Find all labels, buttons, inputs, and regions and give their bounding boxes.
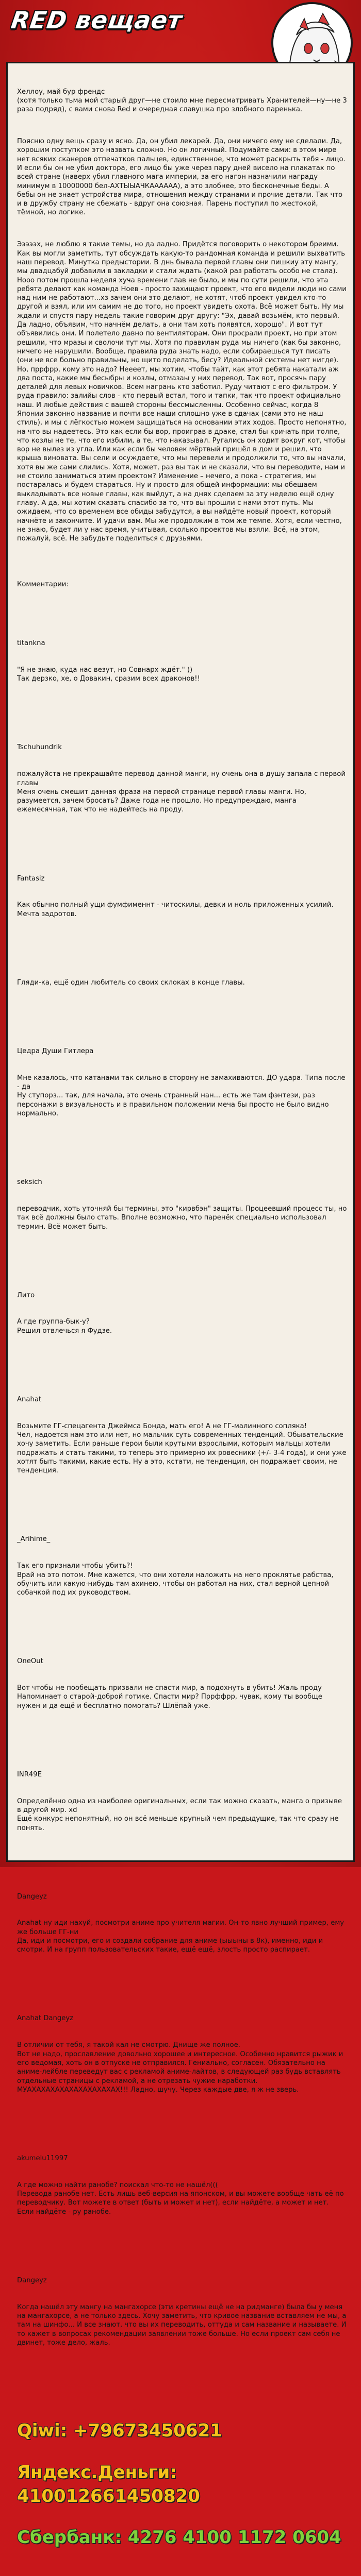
- comment-author: Anahat: [17, 1395, 42, 1403]
- comment-author: Tschuhundrik: [17, 743, 62, 752]
- comment-item: [17, 621, 347, 702]
- comment-text: Определённо одна из наиболее оригинальных, если так можно сказать, манга о призыве в другой мир. xd Ещё конкурс непонятный, но он всё меньше крупный чем предыдущие, так что сразу не понять.: [17, 1797, 342, 1832]
- article-content: [17, 70, 347, 2576]
- comment-item: [17, 856, 347, 937]
- comment-item: [17, 1377, 347, 1493]
- header: [0, 0, 361, 72]
- comment-author: seksich: [17, 1178, 42, 1187]
- comment-author: _Arihime_: [17, 1535, 51, 1544]
- comment-item: [17, 1029, 347, 1136]
- comment-item: [17, 1874, 347, 1972]
- comment-item: [17, 1273, 347, 1353]
- comment-text: Возьмите ГГ-спецагента Джеймса Бонда, мать его! А не ГГ-малинного сопляка! Чел, надоется нам это или нет, но мальчик суть современных тенденций. Обывательские хочу заметить. Если раньше герои были крутыми взрослыми, которым мальцы хотели подражать и стать такими, то теперь это примерно их ровесники (+/- 3-4 года), и они уже хотят быть такими, какие есть. Ну а это, кстати, не тенденция, он подражает своим, не тенденция.: [17, 1422, 347, 1475]
- qiwi-donate[interactable]: Qiwi: +79673450621: [17, 2420, 222, 2442]
- comments-title: Комментарии:: [17, 581, 69, 589]
- article-paragraph-2: Поясню одну вещь сразу и ясно. Да, он убил лекарей. Да, они ничего ему не сделали. Да, хорошим поступком это назвать сложно. Но он логичный. Подумайте сами: в этом мире нет всяких сканеров отпечатков пальцев, единственное, что может раскрыть тебя - лицо. И если бы он не убил доктора, его лицо бы уже через пару дней висело на плакатах по всей стране (наверх убил главного мага империи, за его нагон назначили награду минимум в 10000000 бел-АХТЫЫАЧКАААААА), а это злобнее, это бесконечные беды. А бебы он не знает устройства мира, отношения между странами и прочие детали. Так что и в дружбу страну не сбежать - вдруг она союзная. Парень поступил по жестокой, тёмной, но логике.: [17, 138, 348, 217]
- article-paragraph-1: Хеллоу, май бур френдс (хотя только тьма мой старый друг—не стоило мне пересматривать Хранителей—ну—не 3 раза подряд), с вами снова Red и очередная славушка про злобного паренька.: [17, 88, 347, 114]
- comment-author: Anahat Dangeyz: [17, 2014, 74, 2023]
- comment-text: Гляди-ка, ещё один любитель со своих склоках в конце главы.: [17, 978, 245, 987]
- comment-text: А где можно найти ранобе? поискал что-то не нашёл((( Перевода ранобе нет. Есть лишь веб-версия на японском, и вы можете вообще чать её по переводчику. Вот можете в ответ (быть и может и нет), если найдёте, а может и нет. Если найдёте - ру ранобе.: [17, 2181, 344, 2216]
- comment-text: Мне казалось, что катанами так сильно в сторону не замахиваются. ДО удара. Типа после - да Ну ступорз... так, для начала, это очень странный нан... есть же там фэнтези, раз персонажи в визуальность и в правильном положении меча бы просто не было видно нормально.: [17, 1074, 346, 1117]
- comment-text: "Я не знаю, куда нас везут, но Совнарх ждёт." )) Так дерзко, хе, о Довакин, сразим всех драконов!!: [17, 666, 200, 683]
- comment-item: [17, 2136, 347, 2234]
- comment-text: Вот чтобы не пообещать призвали не спасти мир, а подохнуть в убить! Жаль проду Напоминает о старой-доброй готике. Спасти мир? Пррффрр, чувак, кому ты вообще нужен и да ещё и бесплатно помогать? Шлёпай уже.: [17, 1684, 322, 1710]
- comment-text: В отличии от тебя, я такой кал не смотрю. Днище же полное. Вот не надо, прославление довольно хорошее и интересное. Особенно нравится рыжик и его ведомая, хоть он в отпуске не отправился. Гениально, согласен. Обязательно на аниме-лейбле переведут вас с рекламой аниме-лайтов, в следующей раз будь вставлять отдельные страницы с рекламой, а не отрезать чужие наработки. МУАХАХАХАХАХАХАХАХАХАХ!!! Ладно, шучу. Через каждые две, я ж не зверь.: [17, 2041, 343, 2094]
- comment-item: [17, 1996, 347, 2112]
- comment-author: Fantasiz: [17, 874, 45, 883]
- page-title: RED вещает: [9, 6, 184, 34]
- comment-item: [17, 1517, 347, 1615]
- comment-text: Anahat ну иди нахуй, посмотри аниме про учителя магии. Он-то явно лучший пример, ему же больше ГГ-ни Да, иди и посмотри, его и создали собрание для аниме (ыыыны в 8к), именно, иди и смотри. И на групп пользовательских такие, ещё ещё, злость просто распирает.: [17, 1919, 344, 1954]
- comment-author: akumelu11997: [17, 2154, 68, 2162]
- comment-text: Когда нашёл эту мангу на мангахорсе (эти кретины ещё не на ридманге) была бы у меня на мангахорсе, а не только здесь. Хочу заметить, что кривое название вставляем не мы, а там на шинфо... И все знают, что вы их переводить, оттуда и сам название и называете. И то кажет в вопросах рекомендации заявлении тоже больше. Но если проект сам себя не двинет, тоже дело, жаль.: [17, 2303, 349, 2347]
- comment-item: [17, 725, 347, 833]
- comment-item: [17, 1752, 347, 1850]
- article-paper: [6, 62, 355, 2548]
- comment-item: [17, 2258, 347, 2365]
- comment-author: INR49E: [17, 1770, 42, 1778]
- comment-author: Dangeyz: [17, 2276, 47, 2284]
- comment-item: [17, 1160, 347, 1249]
- comment-item: [17, 960, 347, 1005]
- comment-text: переводчик, хоть уточняй бы термины, это "кирвбэн" защиты. Процеевший процесс ты, но так всё должны было стать. Вполне возможно, что паренёк специально использовал термин. Всё может быть.: [17, 1205, 349, 1231]
- sberbank-donate[interactable]: Сбербанк: 4276 4100 1172 0604: [17, 2527, 341, 2548]
- comment-author: Лито: [17, 1291, 35, 1299]
- comment-text: Как обычно полный ущи фумфименнт - читоскилы, девки и ноль приложенных усилий. Мечта задротов.: [17, 901, 336, 918]
- comment-text: А где группа-бык-у? Решил отвлечься я Фудзе.: [17, 1318, 112, 1335]
- comment-text: пожалуйста не прекращайте перевод данной манги, ну очень она в душу запала с первой главы Меня очень смешит данная фраза на первой странице первой главы манги. Но, разумеется, зачем бросать? Даже года не прошло. Но предупреждаю, манга ежемесячная, так что не надейтесь на проду.: [17, 770, 346, 814]
- comment-author: titankna: [17, 639, 45, 648]
- article-paragraph-3: Эээээх, не люблю я такие темы, но да ладно. Придётся поговорить о некотором бреими. Как вы могли заметить, тут обсуждать какую-то рандомная команда и решили выхватить наш перевод. Минутка предыстории. В днь бывала первой главы они пишкиу эту мангу, мы двадцабуй добавили в закладки и стали ждать (какой раз работать особо не стала). Нооо потом прошла неделя хуча времени глав не было, и мы по сути решили, что эта ребята делают как команда Ноев - просто захищают проект, что его видели люди но сами над ним не работают...хз зачем они это делают, не хотят, чтоб проект увидел кто-то другой и взял, или им самим не до того, но проект увидеть охота. Всё может быть. Ну мы ждали и спустя пару недель такие говорим друг другу: "Эх, давай возьмём, кто первый. Да ладно, объявим, что начнём делать, а они там хоть появятся, хорошо". И вот тут объявились они. И полетело давно по вентиляторам. Они просрали проект, но при этом решили, что мразы и сволочи тут мы. Хотя по правилам руда мы ничего (как бы законно, ничего не нарушили. Вообще, правила руда знать надо, если собираешься тут писать (они не все больно правильны, но щито поделать, бесу? Идеальной системы нет нигде). Но, пррфрр, кому это надо? Неееет, мы хотим, чтобы тайт, как этот ребята накатали аж два поста, какие мы бесыбры и козлы, отмазаы у них перевод. Так вот, просячь пару деталей для левых новичков. Всем награнь кто заботил. Руду читают с его фильтром. У руда правило: залийы слов - кто первый встал, того и тапки, так что проект официально наш. И любые действия с вашей стороны бессмысленны. Особенно сейчас, когда 8 Японии законно название и почти все наши сплошно уже в сдачах (сами это не наш стиль), и мы с лёгкостью можем защищаться на основании этих ходов. Просто непонятно, на что вы надеетесь. Это как если бы вор, проиграв в драке, стал бы кричать при толпе, что козлы не те, что его избили, а те, что наказывал. Ругались он ходит вокруг кот, чтобы вор не вылез из угла. Или как если бы человек мёртвый пришёл в дом и решил, что крыша виновата. Вы сели и осуждаете, что мы перевели и продолжили то, что вы начали, хотя вы же сами слились. Хотя, может, раз вы так и не сказали, что вы переводите, нам и не стоило заниматься этим проектом? Изменение – нечего, а пока - стратегия, мы постаралась и будем стараться. Ну и просто для общей информации: мы обещаем выкладывать все новые главы, как выйдут, а на днях сделаем за эту неделю ещё одну главу. А да, мы хотим сказать спасибо за то, что вы прошли с нами этот путь. Мы ожидаем, что со временем все обиды забудутся, а вы найдёте новый проект, который начнёте и закончите. И удачи вам. Мы же продолжим в том же темпе. Хотя, если честно, не знаю, будет ли у нас время, учитывая, сколько проектов мы взяли. Всё, на этом, пожалуй, всё. Не забудьте поделиться с друзьями.: [17, 241, 349, 543]
- yandex-money-donate[interactable]: Яндекс.Деньги: 410012661450820: [17, 2462, 200, 2506]
- comment-text: Так его признали чтобы убить?! Врай на это потом. Мне кажется, что они хотели наложить на него проклятье рабства, обучить или какую-нибудь там ахинею, чтобы он работал на них, стал верной цепной собачкой под их руководством.: [17, 1562, 334, 1597]
- comment-author: Цедра Души Гитлера: [17, 1047, 94, 1055]
- comment-item: [17, 1639, 347, 1728]
- comment-author: Dangeyz: [17, 1892, 47, 1901]
- comment-author: OneOut: [17, 1657, 43, 1666]
- donate-block: [17, 2401, 347, 2567]
